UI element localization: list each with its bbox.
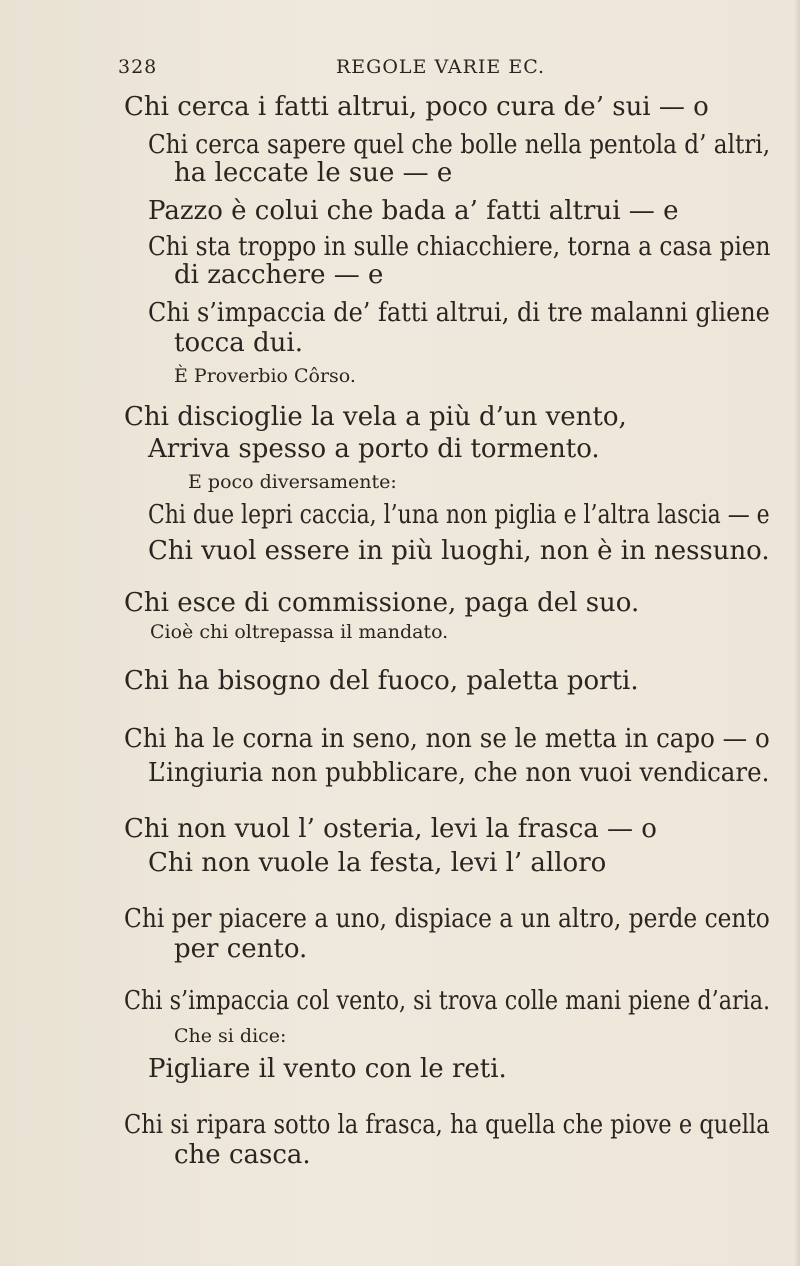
proverb-line: di zacchere — e: [174, 260, 384, 290]
proverb-line: Chi non vuole la festa, levi l’ alloro: [148, 848, 607, 878]
proverb-note: Cioè chi oltrepassa il mandato.: [150, 621, 449, 643]
proverb-line: Chi cerca sapere quel che bolle nella pentola d’ altri,: [148, 130, 771, 160]
proverb-line: Chi due lepri caccia, l’una non piglia e l’altra lascia — e: [148, 500, 770, 530]
proverb-line: Chi sta troppo in sulle chiacchiere, torna a casa pien: [148, 232, 771, 262]
proverb-line: Chi s’impaccia de’ fatti altrui, di tre malanni gliene: [148, 298, 770, 328]
proverb-line: Chi per piacere a uno, dispiace a un altro, perde cento: [124, 904, 770, 934]
proverb-line: Chi s’impaccia col vento, si trova colle mani piene d’aria.: [124, 986, 771, 1016]
proverb-line: Chi ha le corna in seno, non se le metta in capo — o: [124, 724, 770, 754]
proverb-line: L’ingiuria non pubblicare, che non vuoi vendicare.: [148, 758, 770, 788]
proverb-line: Chi ha bisogno del fuoco, paletta porti.: [124, 666, 639, 696]
proverb-line: Pigliare il vento con le reti.: [148, 1054, 507, 1084]
proverb-line: Chi si ripara sotto la frasca, ha quella che piove e quella: [124, 1110, 770, 1140]
proverb-note: E poco diversamente:: [188, 471, 397, 493]
proverb-line: Chi non vuol l’ osteria, levi la frasca — o: [124, 814, 657, 844]
proverb-line: ha leccate le sue — e: [174, 158, 453, 188]
page-edge-shadow: [794, 0, 800, 1266]
proverb-line: Chi esce di commissione, paga del suo.: [124, 588, 640, 618]
proverb-line: che casca.: [174, 1140, 311, 1170]
proverb-note: È Proverbio Côrso.: [174, 365, 356, 387]
proverb-line: Chi discioglie la vela a più d’un vento,: [124, 402, 627, 432]
proverb-line: tocca dui.: [174, 328, 303, 358]
page-number: 328: [118, 56, 158, 78]
proverb-line: per cento.: [174, 934, 308, 964]
proverb-line: Pazzo è colui che bada a’ fatti altrui — e: [148, 196, 679, 226]
running-head: REGOLE VARIE EC.: [336, 56, 546, 78]
proverb-note: Che si dice:: [174, 1025, 287, 1047]
page-header: [118, 56, 678, 84]
proverb-line: Chi vuol essere in più luoghi, non è in nessuno.: [148, 536, 770, 566]
proverb-line: Chi cerca i fatti altrui, poco cura de’ sui — o: [124, 92, 709, 122]
proverb-line: Arriva spesso a porto di tormento.: [148, 434, 600, 464]
